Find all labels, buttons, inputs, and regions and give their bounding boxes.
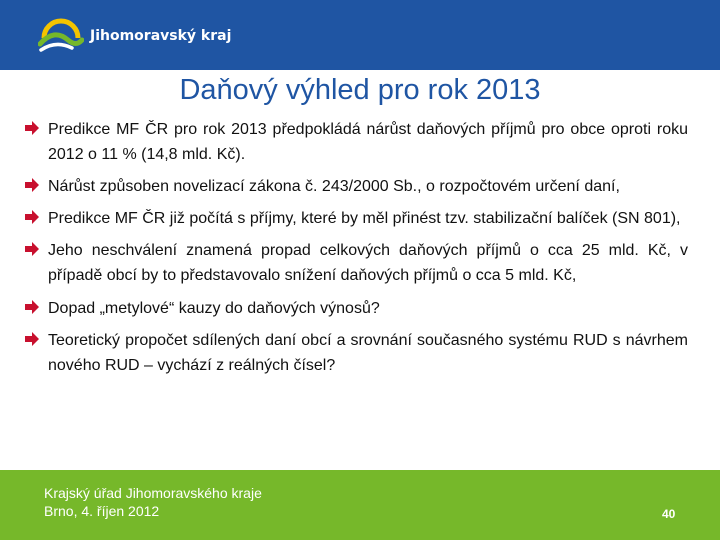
bullet-item — [24, 174, 688, 199]
slide-title: Daňový výhled pro rok 2013 — [179, 74, 541, 106]
arrow-right-icon — [24, 178, 40, 192]
bullet-item — [24, 328, 688, 378]
bullet-text: Dopad „metylové“ kauzy do daňových výnosů? — [48, 300, 380, 317]
bullet-item — [24, 117, 688, 167]
bullet-text: Nárůst způsoben novelizací zákona č. 243/2000 Sb., o rozpočtovém určení daní, — [48, 178, 620, 195]
footer-text — [44, 484, 262, 520]
bullet-text: Jeho neschválení znamená propad celkových daňových příjmů o cca 25 mld. Kč, v případě obcí by to představovalo snížení daňových příjmů o cca 5 mld. Kč, — [48, 242, 688, 284]
arrow-right-icon — [24, 242, 40, 256]
bullet-item — [24, 206, 688, 231]
bullet-text: Teoretický propočet sdílených daní obcí a srovnání současného systému RUD s návrhem nového RUD – vychází z reálných čísel? — [48, 332, 688, 374]
footer-institution: Krajský úřad Jihomoravského kraje — [44, 485, 262, 501]
arrow-right-icon — [24, 332, 40, 346]
sun-arc-logo-icon — [38, 14, 84, 54]
bullet-text: Predikce MF ČR pro rok 2013 předpokládá nárůst daňových příjmů pro obce oproti roku 2012 o 11 % (14,8 mld. Kč). — [48, 121, 688, 163]
bullet-text: Predikce MF ČR již počítá s příjmy, které by měl přinést tzv. stabilizační balíček (SN 801), — [48, 210, 681, 227]
arrow-right-icon — [24, 210, 40, 224]
logo-text: Jihomoravský kraj — [90, 28, 232, 44]
page-number: 40 — [662, 507, 676, 521]
arrow-right-icon — [24, 300, 40, 314]
footer-date: Brno, 4. říjen 2012 — [44, 503, 160, 519]
bullet-item — [24, 238, 688, 288]
header-bar — [0, 0, 720, 70]
bullet-list — [24, 117, 688, 378]
bullet-item — [24, 296, 688, 321]
arrow-right-icon — [24, 121, 40, 135]
